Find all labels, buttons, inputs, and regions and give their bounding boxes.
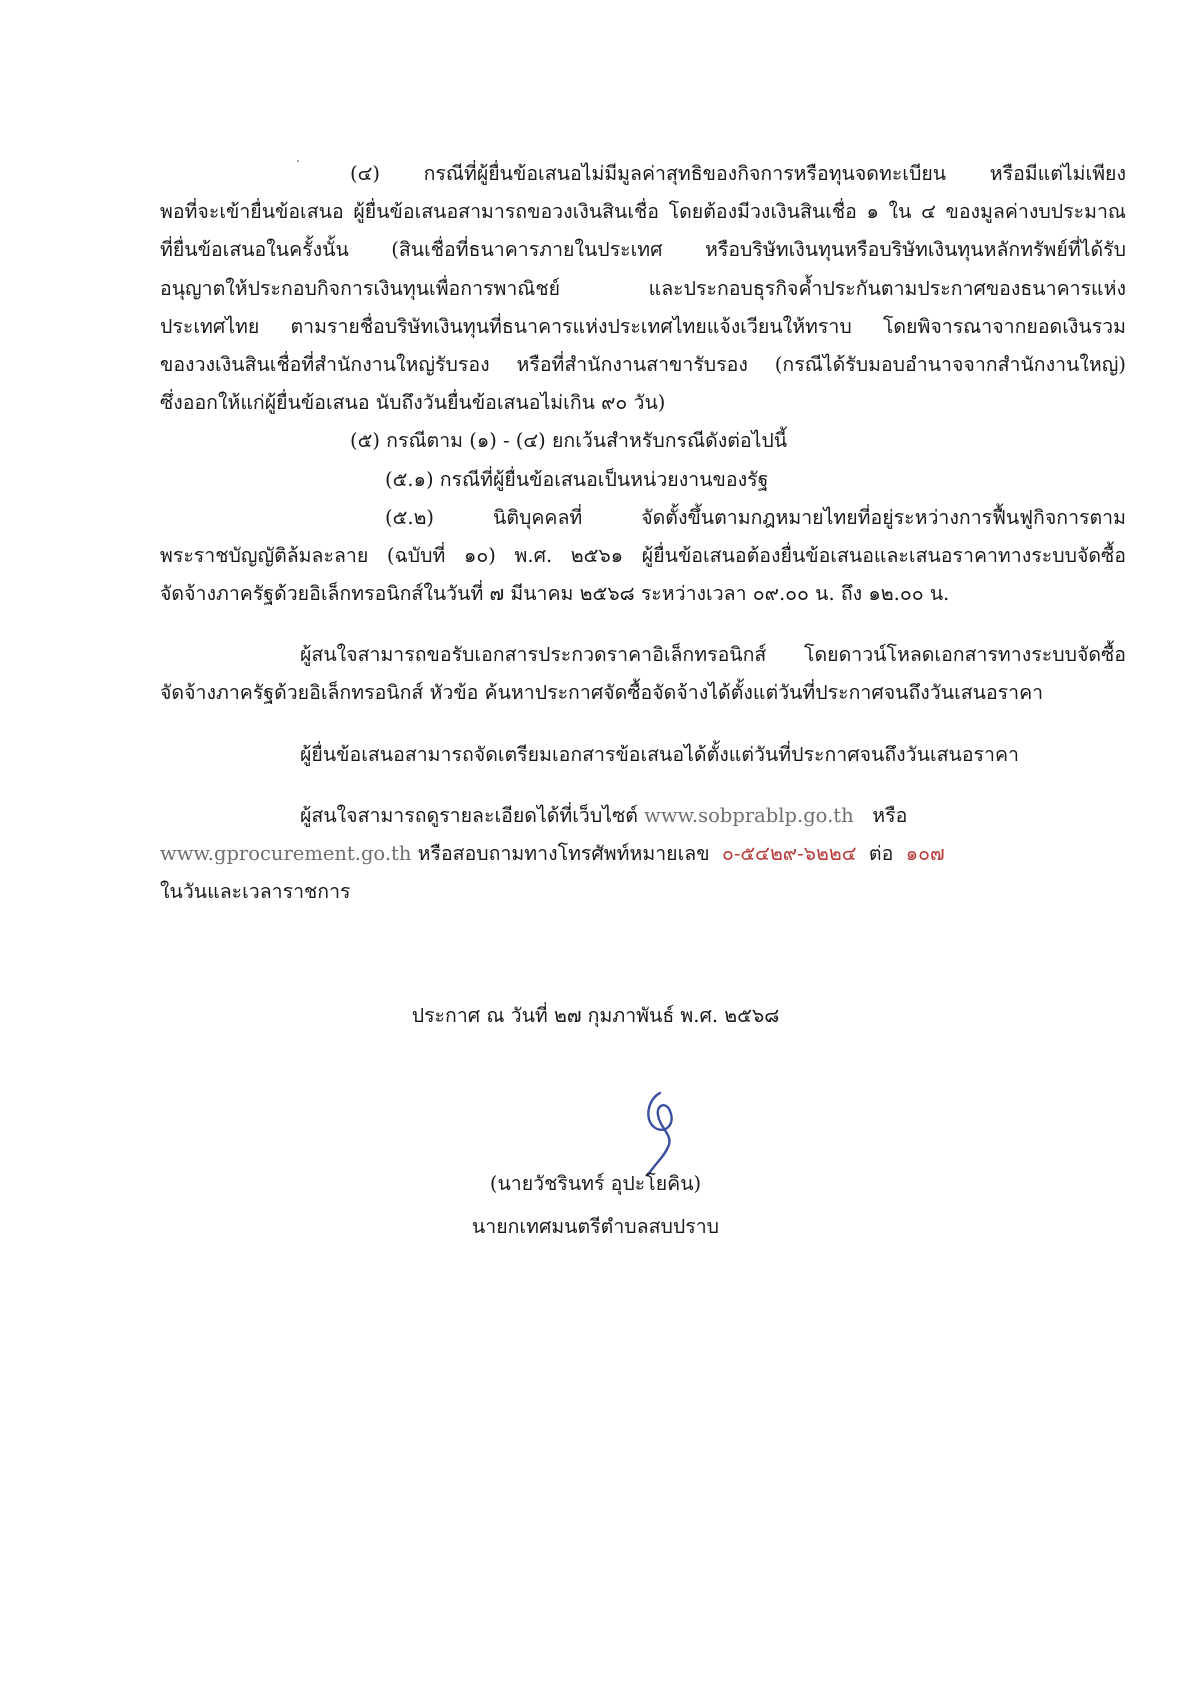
contact-prefix: ผู้สนใจสามารถดูรายละเอียดได้ที่เว็บไซต์ (300, 803, 638, 827)
text-line: จัดจ้างภาครัฐด้วยอิเล็กทรอนิกส์ หัวข้อ ค้นหาประกาศจัดซื้อจัดจ้างได้ตั้งแต่วันที่ประกาศจนถึงวันเสนอราคา (160, 681, 1044, 705)
text-line: อนุญาตให้ประกอบกิจการเงินทุนเพื่อการพาณิชย์ และประกอบธุรกิจค้ำประกันตามประกาศของธนาคารแห่ง (160, 276, 1126, 300)
contact-line-1 (160, 797, 1126, 835)
paragraph-4 (160, 155, 1126, 422)
text-line: (๕.๒) นิติบุคคลที่ จัดตั้งขึ้นตามกฎหมายไทยที่อยู่ระหว่างการฟื้นฟูกิจการตาม (385, 505, 1126, 529)
website-link-sobprablp[interactable]: www.sobprablp.go.th (644, 803, 854, 827)
announcement-date: ประกาศ ณ วันที่ ๒๗ กุมภาพันธ์ พ.ศ. ๒๕๖๘ (411, 1004, 780, 1027)
extension-label: ต่อ (868, 842, 894, 865)
prepare-paragraph: ผู้ยื่นข้อเสนอสามารถจัดเตรียมเอกสารข้อเสนอได้ตั้งแต่วันที่ประกาศจนถึงวันเสนอราคา (300, 742, 1019, 766)
contact-paragraph (160, 797, 1126, 912)
text-line: ที่ยื่นข้อเสนอในครั้งนั้น (สินเชื่อที่ธนาคารภายในประเทศ หรือบริษัทเงินทุนหรือบริษัทเงินทุนหลักทรัพย์ที่ได้รับ (160, 238, 1126, 262)
text-line: ประเทศไทย ตามรายชื่อบริษัทเงินทุนที่ธนาคารแห่งประเทศไทยแจ้งเวียนให้ทราบ โดยพิจารณาจากยอดเงินรวม (160, 314, 1126, 338)
document-body (160, 155, 1126, 911)
text-line: ซึ่งออกให้แก่ผู้ยื่นข้อเสนอ นับถึงวันยื่นข้อเสนอไม่เกิน ๙๐ วัน) (160, 391, 666, 415)
text-line: ผู้สนใจสามารถขอรับเอกสารประกวดราคาอิเล็กทรอนิกส์ โดยดาวน์โหลดเอกสารทางระบบจัดซื้อ (300, 643, 1126, 667)
download-paragraph (160, 636, 1126, 712)
text-line: (๔) กรณีที่ผู้ยื่นข้อเสนอไม่มีมูลค่าสุทธิของกิจการหรือทุนจดทะเบียน หรือมีแต่ไม่เพียง (350, 162, 1126, 185)
paragraph-5: (๕) กรณีตาม (๑) - (๔) ยกเว้นสำหรับกรณีดังต่อไปนี้ (350, 429, 788, 453)
extension-number: ๑๐๗ (905, 842, 945, 865)
text-line: พระราชบัญญัติล้มละลาย (ฉบับที่ ๑๐) พ.ศ. ๒๕๖๑ ผู้ยื่นข้อเสนอต้องยื่นข้อเสนอและเสนอราคาทางระบบจัดซื้อ (160, 543, 1126, 567)
website-link-gprocurement[interactable]: www.gprocurement.go.th (160, 842, 412, 865)
text-line: จัดจ้างภาครัฐด้วยอิเล็กทรอนิกส์ในวันที่ ๗ มีนาคม ๒๕๖๘ ระหว่างเวลา ๐๙.๐๐ น. ถึง ๑๒.๐๐ น. (160, 582, 950, 606)
signer-title: นายกเทศมนตรีตำบลสบปราบ (471, 1215, 720, 1238)
or-label: หรือ (872, 803, 908, 827)
text-line: พอที่จะเข้ายื่นข้อเสนอ ผู้ยื่นข้อเสนอสามารถขอวงเงินสินเชื่อ โดยต้องมีวงเงินสินเชื่อ ๑ ใน ๔ ของมูลค่างบประมาณ (160, 200, 1126, 224)
contact-line-2 (160, 835, 1126, 873)
phone-label: หรือสอบถามทางโทรศัพท์หมายเลข (417, 842, 710, 865)
signer-name: (นายวัชรินทร์ อุปะโยคิน) (489, 1172, 702, 1195)
text-line: ของวงเงินสินเชื่อที่สำนักงานใหญ่รับรอง หรือที่สำนักงานสาขารับรอง (กรณีได้รับมอบอำนาจจากสำนักงานใหญ่) (160, 352, 1126, 376)
phone-number: ๐-๕๔๒๙-๖๒๒๔ (721, 842, 857, 865)
paragraph-5-2 (160, 499, 1126, 614)
contact-line-3: ในวันและเวลาราชการ (160, 880, 351, 904)
paragraph-5-1: (๕.๑) กรณีที่ผู้ยื่นข้อเสนอเป็นหน่วยงานของรัฐ (385, 467, 769, 491)
handwritten-signature-icon (630, 1085, 700, 1180)
